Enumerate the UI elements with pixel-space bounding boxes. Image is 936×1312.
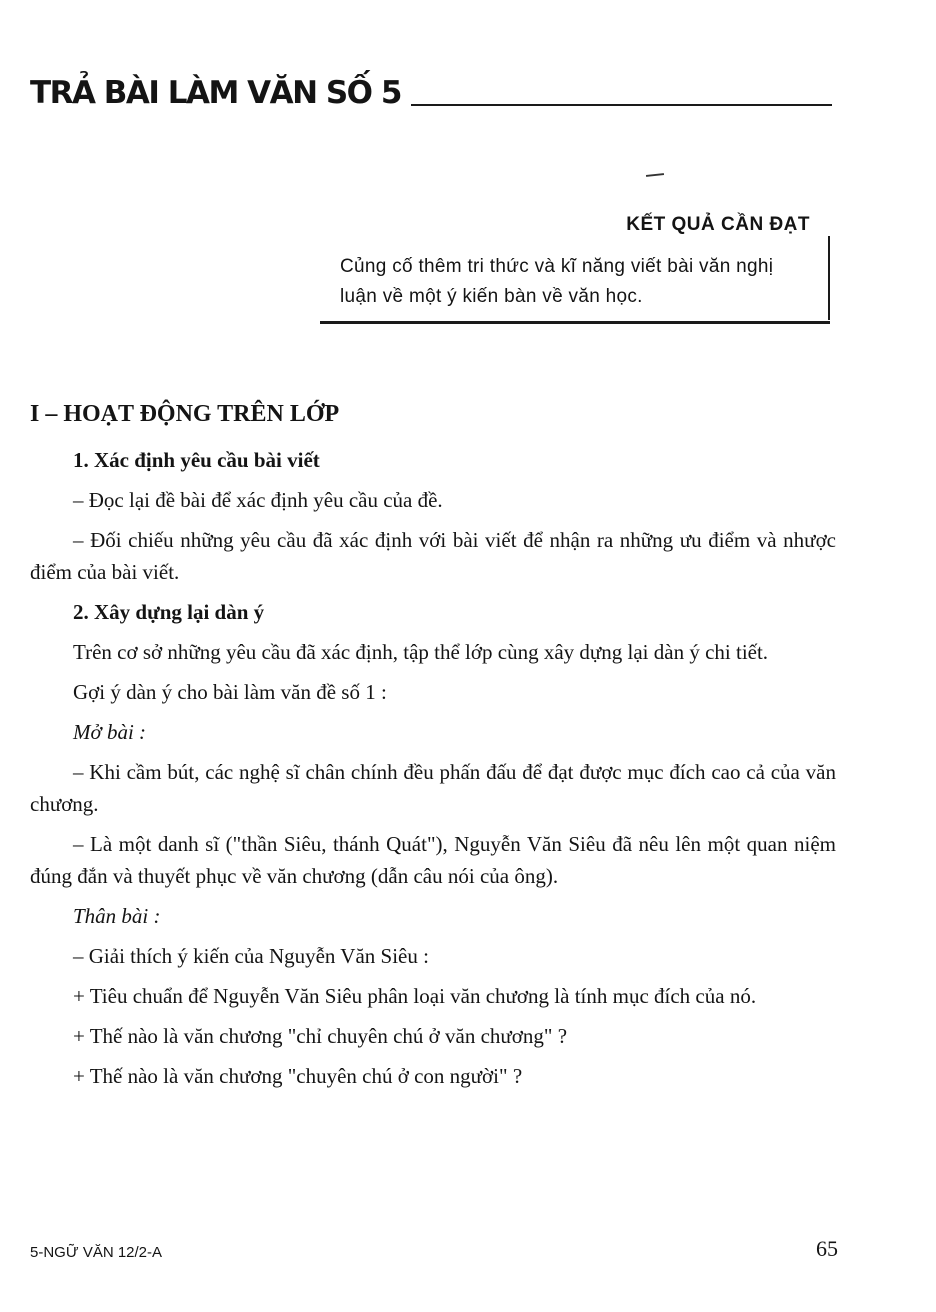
- paragraph: Trên cơ sở những yêu cầu đã xác định, tập thể lớp cùng xây dựng lại dàn ý chi tiết.: [73, 640, 769, 664]
- paragraph: – Giải thích ý kiến của Nguyễn Văn Siêu :: [73, 944, 429, 968]
- footer-book-label: 5-NGỮ VĂN 12/2-A: [30, 1244, 163, 1261]
- stray-mark: [646, 173, 664, 177]
- expected-results-heading: KẾT QUẢ CẦN ĐẠT: [626, 214, 810, 235]
- box-border-right: [828, 236, 830, 320]
- paragraph: – Đọc lại đề bài để xác định yêu cầu của đề.: [73, 488, 443, 512]
- section-heading: I – HOẠT ĐỘNG TRÊN LỚP: [30, 401, 340, 427]
- expected-results-text: Củng cố thêm tri thức và kĩ năng viết bài văn nghị luận về một ý kiến bàn về văn học.: [340, 256, 774, 307]
- subheading-outline: 2. Xây dựng lại dàn ý: [73, 600, 265, 624]
- main-content: [30, 396, 836, 1100]
- paragraph: – Là một danh sĩ ("thần Siêu, thánh Quát"), Nguyễn Văn Siêu đã nêu lên một quan niệm đúng đắn và thuyết phục về văn chương (dẫn câu nói của ông).: [30, 832, 836, 888]
- page-title: TRẢ BÀI LÀM VĂN SỐ 5: [30, 75, 401, 111]
- paragraph: + Tiêu chuẩn để Nguyễn Văn Siêu phân loại văn chương là tính mục đích của nó.: [73, 984, 757, 1008]
- expected-results-box: [320, 210, 836, 330]
- paragraph: + Thế nào là văn chương "chuyên chú ở con người" ?: [73, 1064, 523, 1088]
- box-border-bottom: [320, 321, 830, 324]
- paragraph: + Thế nào là văn chương "chỉ chuyên chú ở văn chương" ?: [73, 1024, 568, 1048]
- paragraph: Gợi ý dàn ý cho bài làm văn đề số 1 :: [73, 680, 387, 704]
- label-introduction: Mở bài :: [73, 720, 147, 744]
- title-rule: [411, 104, 832, 106]
- paragraph: – Khi cầm bút, các nghệ sĩ chân chính đều phấn đấu để đạt được mục đích cao cả của văn chương.: [30, 760, 836, 816]
- paragraph: – Đối chiếu những yêu cầu đã xác định với bài viết để nhận ra những ưu điểm và nhược điểm của bài viết.: [30, 528, 836, 584]
- page-number: 65: [816, 1236, 838, 1261]
- page-header: [30, 75, 832, 111]
- label-body: Thân bài :: [73, 904, 161, 928]
- subheading-requirements: 1. Xác định yêu cầu bài viết: [73, 448, 320, 472]
